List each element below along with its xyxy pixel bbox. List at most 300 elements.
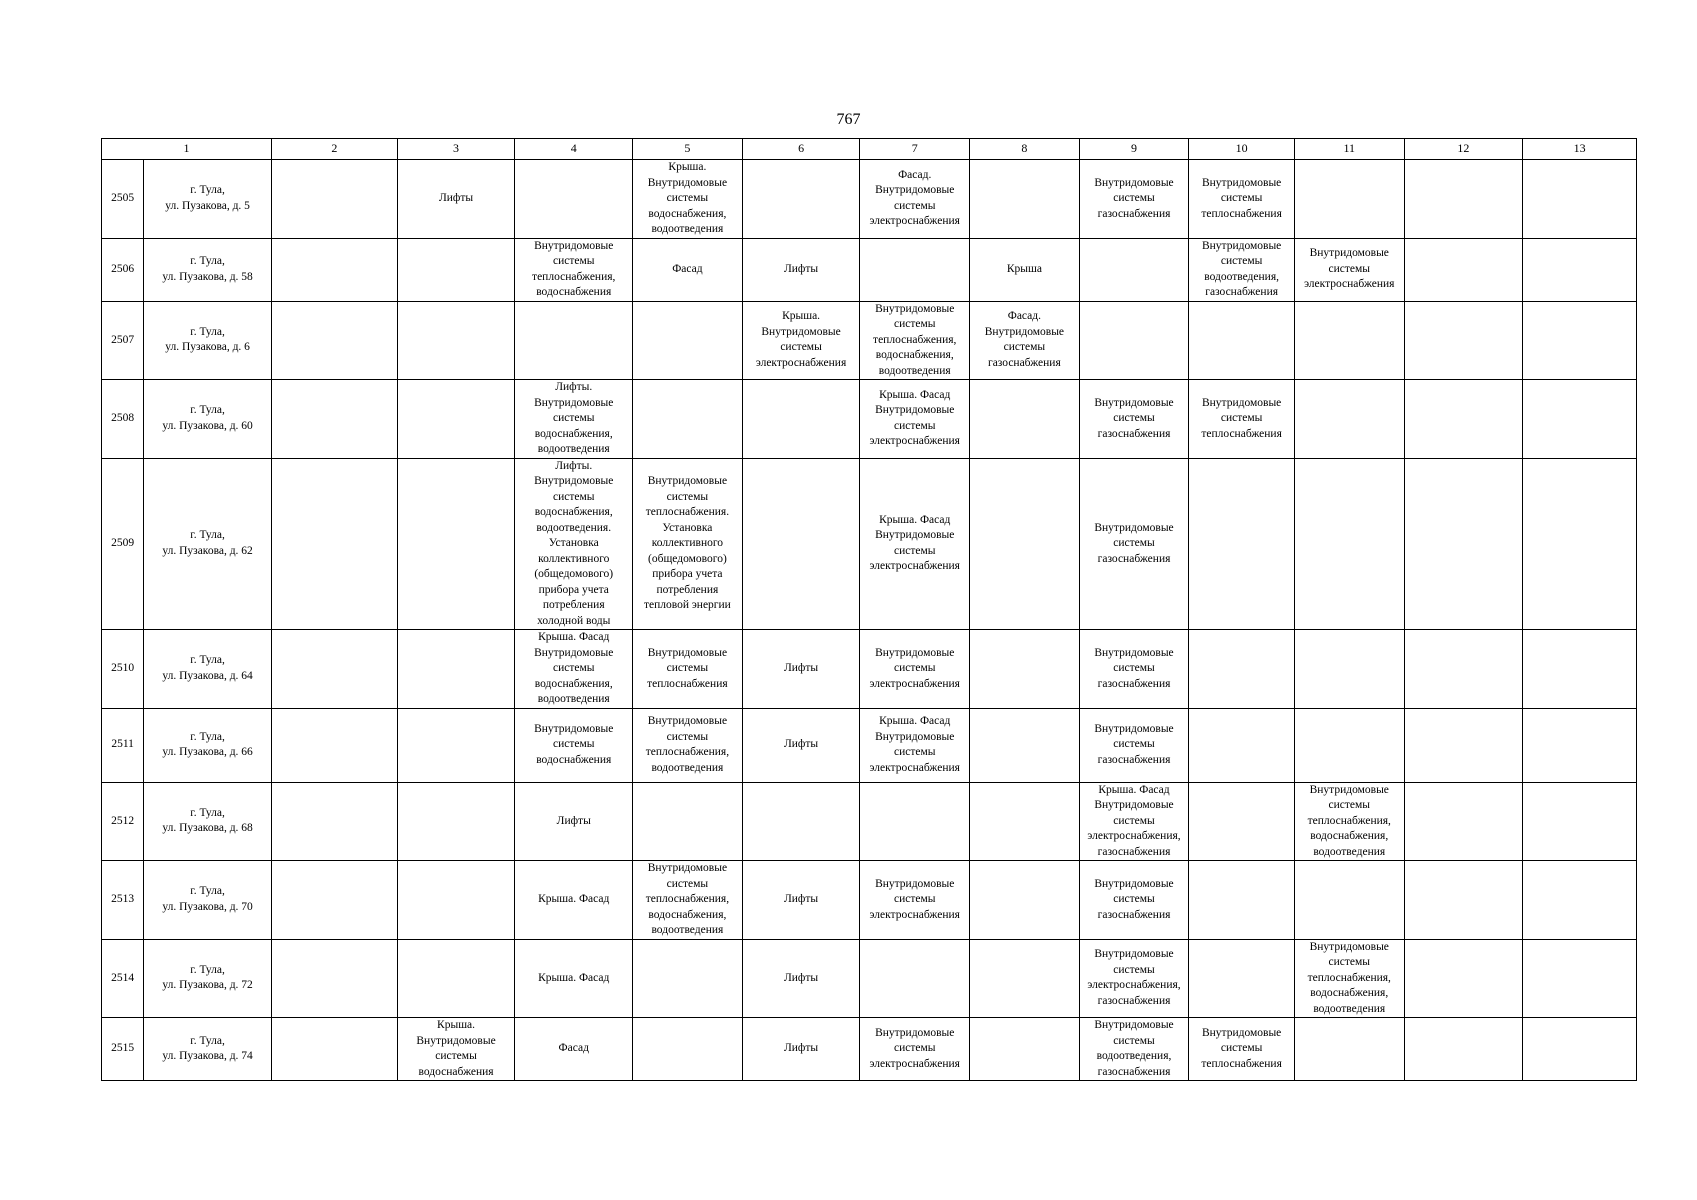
cell-col-8 bbox=[970, 782, 1080, 861]
cell-text-line: водоотведения bbox=[651, 223, 724, 235]
cell-text-line: ул. Пузакова, д. 58 bbox=[162, 270, 253, 283]
cell-text-line: Внутридомовые bbox=[761, 325, 841, 338]
cell-col-2 bbox=[271, 630, 397, 709]
cell-text-line: системы bbox=[435, 1050, 477, 1062]
cell-col-3 bbox=[397, 301, 515, 380]
cell-text-line: водоотведения bbox=[878, 364, 951, 377]
cell-text-line: системы bbox=[1113, 662, 1155, 674]
cell-col-8 bbox=[970, 939, 1080, 1018]
cell-col-12 bbox=[1404, 861, 1523, 940]
cell-col-8 bbox=[970, 380, 1080, 459]
cell-col-8 bbox=[970, 160, 1080, 239]
row-number: 2510 bbox=[102, 630, 144, 709]
cell-text-line: Лифты bbox=[783, 662, 819, 674]
cell-col-9 bbox=[1079, 861, 1189, 940]
cell-col-4 bbox=[515, 861, 633, 940]
row-number: 2515 bbox=[102, 1018, 144, 1081]
cell-text-line: системы bbox=[1220, 1042, 1263, 1055]
cell-col-3 bbox=[397, 458, 515, 630]
column-header: 1 bbox=[102, 139, 272, 160]
repair-schedule-table bbox=[101, 138, 1637, 1081]
address-cell bbox=[144, 939, 272, 1018]
cell-text-line: Внутридомовые bbox=[416, 1034, 496, 1047]
cell-col-12 bbox=[1404, 630, 1523, 709]
cell-text-line: г. Тула, bbox=[190, 730, 225, 743]
cell-col-10 bbox=[1189, 939, 1295, 1018]
cell-col-11 bbox=[1294, 238, 1404, 301]
cell-text-line: системы bbox=[893, 746, 936, 758]
cell-text-line: Внутридомовые bbox=[1094, 396, 1174, 409]
cell-text-line: коллективного bbox=[538, 552, 610, 565]
column-header: 11 bbox=[1294, 139, 1404, 160]
cell-text-line: Внутридомовые bbox=[647, 862, 728, 874]
cell-col-7 bbox=[860, 1018, 970, 1081]
cell-text-line: Фасад. bbox=[898, 168, 932, 181]
cell-text-line: системы bbox=[893, 419, 936, 432]
cell-text-line: г. Тула, bbox=[190, 806, 225, 819]
cell-text-line: водоснабжения, bbox=[1310, 830, 1389, 842]
cell-col-6 bbox=[742, 861, 860, 940]
cell-text-line: Лифты bbox=[783, 893, 819, 905]
cell-col-13 bbox=[1523, 630, 1637, 709]
cell-text-line: потребления bbox=[542, 599, 605, 611]
cell-text-line: системы bbox=[1220, 192, 1263, 204]
address-cell bbox=[144, 238, 272, 301]
cell-text-line: г. Тула, bbox=[190, 963, 225, 976]
cell-text-line: Внутридомовые bbox=[534, 396, 614, 409]
cell-col-7 bbox=[860, 708, 970, 782]
cell-col-9 bbox=[1079, 238, 1189, 301]
address-cell bbox=[144, 782, 272, 861]
cell-text-line: Крыша. Фасад bbox=[879, 715, 951, 727]
cell-col-5 bbox=[633, 939, 743, 1018]
cell-col-6 bbox=[742, 380, 860, 459]
cell-col-13 bbox=[1523, 160, 1637, 239]
cell-col-6 bbox=[742, 708, 860, 782]
address-cell bbox=[144, 1018, 272, 1081]
cell-text-line: водоотведения bbox=[537, 693, 610, 705]
cell-col-12 bbox=[1404, 782, 1523, 861]
cell-col-4 bbox=[515, 782, 633, 861]
cell-col-8 bbox=[970, 301, 1080, 380]
cell-text-line: Внутридомовые bbox=[875, 529, 955, 542]
cell-col-6 bbox=[742, 782, 860, 861]
cell-col-2 bbox=[271, 380, 397, 459]
cell-col-3 bbox=[397, 238, 515, 301]
cell-text-line: Внутридомовые bbox=[1094, 877, 1174, 890]
cell-col-4 bbox=[515, 630, 633, 709]
row-number: 2511 bbox=[102, 708, 144, 782]
cell-col-5 bbox=[633, 861, 743, 940]
cell-text-line: Лифты bbox=[556, 814, 591, 827]
cell-text-line: г. Тула, bbox=[190, 1034, 225, 1047]
cell-text-line: теплоснабжения, bbox=[532, 270, 616, 283]
cell-text-line: Внутридомовые bbox=[534, 475, 614, 487]
cell-text-line: Внутридомовые bbox=[647, 646, 728, 659]
cell-col-6 bbox=[742, 238, 860, 301]
cell-col-4 bbox=[515, 1018, 633, 1081]
cell-text-line: (общедомового) bbox=[534, 568, 614, 580]
cell-text-line: водоотведения bbox=[1313, 1002, 1386, 1015]
cell-col-2 bbox=[271, 708, 397, 782]
cell-text-line: газоснабжения bbox=[1097, 908, 1171, 921]
cell-text-line: Внутридомовые bbox=[984, 325, 1065, 338]
cell-col-2 bbox=[271, 160, 397, 239]
cell-col-2 bbox=[271, 238, 397, 301]
cell-text-line: газоснабжения bbox=[987, 356, 1061, 369]
cell-text-line: системы bbox=[666, 877, 709, 890]
cell-col-13 bbox=[1523, 861, 1637, 940]
address-cell bbox=[144, 861, 272, 940]
cell-col-11 bbox=[1294, 861, 1404, 940]
cell-col-12 bbox=[1404, 458, 1523, 630]
cell-text-line: Лифты bbox=[783, 971, 819, 984]
cell-col-5 bbox=[633, 238, 743, 301]
cell-text-line: системы bbox=[1113, 814, 1155, 827]
cell-col-5 bbox=[633, 380, 743, 459]
cell-text-line: теплоснабжения bbox=[1201, 427, 1282, 440]
cell-text-line: системы bbox=[666, 730, 709, 743]
address-cell bbox=[144, 301, 272, 380]
address-cell bbox=[144, 160, 272, 239]
cell-col-6 bbox=[742, 939, 860, 1018]
cell-text-line: г. Тула, bbox=[190, 885, 225, 898]
table-row bbox=[102, 458, 1637, 630]
table-row bbox=[102, 782, 1637, 861]
cell-text-line: Крыша. Фасад bbox=[879, 513, 951, 526]
cell-text-line: Фасад bbox=[558, 1042, 589, 1055]
cell-text-line: газоснабжения bbox=[1097, 552, 1171, 565]
cell-text-line: газоснабжения bbox=[1097, 677, 1171, 690]
cell-text-line: электроснабжения bbox=[869, 435, 960, 448]
cell-text-line: системы bbox=[1113, 1034, 1155, 1047]
cell-text-line: водоснабжения, bbox=[648, 908, 727, 921]
cell-col-11 bbox=[1294, 380, 1404, 459]
cell-text-line: Внутридомовые bbox=[534, 239, 614, 252]
cell-col-9 bbox=[1079, 939, 1189, 1018]
row-number: 2509 bbox=[102, 458, 144, 630]
cell-text-line: Крыша. Фасад bbox=[879, 388, 951, 401]
cell-text-line: системы bbox=[666, 192, 709, 204]
row-number: 2512 bbox=[102, 782, 144, 861]
cell-text-line: системы bbox=[1113, 412, 1155, 424]
cell-col-9 bbox=[1079, 458, 1189, 630]
table-row bbox=[102, 708, 1637, 782]
cell-col-13 bbox=[1523, 1018, 1637, 1081]
cell-col-11 bbox=[1294, 1018, 1404, 1081]
cell-text-line: водоснабжения, bbox=[1310, 987, 1389, 999]
cell-text-line: холодной воды bbox=[537, 614, 611, 627]
cell-text-line: Внутридомовые bbox=[1309, 247, 1389, 260]
cell-text-line: тепловой энергии bbox=[643, 599, 731, 611]
cell-text-line: прибора учета bbox=[652, 568, 723, 580]
cell-text-line: ул. Пузакова, д. 68 bbox=[162, 822, 253, 835]
cell-text-line: теплоснабжения, bbox=[1307, 814, 1391, 827]
row-number: 2505 bbox=[102, 160, 144, 239]
cell-text-line: Внутридомовые bbox=[534, 646, 614, 659]
cell-col-3 bbox=[397, 861, 515, 940]
cell-text-line: Внутридомовые bbox=[1094, 176, 1174, 189]
cell-col-9 bbox=[1079, 160, 1189, 239]
cell-text-line: Внутридомовые bbox=[1201, 1026, 1282, 1039]
cell-col-11 bbox=[1294, 782, 1404, 861]
cell-col-10 bbox=[1189, 630, 1295, 709]
cell-text-line: системы bbox=[666, 662, 709, 674]
column-header: 2 bbox=[271, 139, 397, 160]
cell-col-3 bbox=[397, 708, 515, 782]
cell-col-5 bbox=[633, 782, 743, 861]
cell-text-line: электроснабжения, bbox=[1087, 979, 1181, 992]
cell-text-line: водоотведения. bbox=[536, 521, 612, 534]
cell-col-13 bbox=[1523, 939, 1637, 1018]
cell-text-line: Лифты. bbox=[555, 381, 593, 393]
cell-col-10 bbox=[1189, 458, 1295, 630]
cell-text-line: водоснабжения bbox=[536, 286, 612, 298]
column-header: 8 bbox=[970, 139, 1080, 160]
cell-text-line: ул. Пузакова, д. 62 bbox=[162, 544, 253, 557]
cell-text-line: Внутридомовые bbox=[1201, 396, 1282, 409]
cell-col-12 bbox=[1404, 380, 1523, 459]
cell-col-8 bbox=[970, 1018, 1080, 1081]
cell-text-line: системы bbox=[1113, 893, 1155, 905]
column-header: 7 bbox=[860, 139, 970, 160]
cell-text-line: электроснабжения bbox=[869, 677, 960, 690]
cell-col-8 bbox=[970, 238, 1080, 301]
table-row bbox=[102, 861, 1637, 940]
table-row bbox=[102, 160, 1637, 239]
cell-text-line: Внутридомовые bbox=[875, 730, 955, 743]
cell-col-6 bbox=[742, 630, 860, 709]
cell-col-5 bbox=[633, 301, 743, 380]
cell-col-10 bbox=[1189, 708, 1295, 782]
table-row bbox=[102, 1018, 1637, 1081]
cell-text-line: Установка bbox=[662, 521, 713, 534]
column-header: 5 bbox=[633, 139, 743, 160]
cell-text-line: Внутридомовые bbox=[1201, 176, 1282, 189]
cell-text-line: Внутридомовые bbox=[875, 877, 955, 890]
cell-col-3 bbox=[397, 782, 515, 861]
cell-col-3 bbox=[397, 630, 515, 709]
cell-text-line: газоснабжения bbox=[1097, 207, 1171, 220]
cell-text-line: газоснабжения bbox=[1097, 1065, 1171, 1078]
cell-text-line: Фасад bbox=[672, 262, 703, 275]
cell-col-5 bbox=[633, 160, 743, 239]
cell-col-12 bbox=[1404, 160, 1523, 239]
cell-col-12 bbox=[1404, 301, 1523, 380]
cell-col-12 bbox=[1404, 1018, 1523, 1081]
cell-text-line: Внутридомовые bbox=[875, 184, 955, 197]
cell-text-line: системы bbox=[1113, 963, 1155, 976]
cell-text-line: системы bbox=[893, 1042, 936, 1055]
cell-text-line: Внутридомовые bbox=[1094, 646, 1174, 659]
cell-text-line: Внутридомовые bbox=[1094, 948, 1174, 961]
cell-text-line: водоотведения, bbox=[1096, 1050, 1172, 1062]
cell-text-line: электроснабжения bbox=[869, 215, 960, 228]
cell-col-2 bbox=[271, 939, 397, 1018]
cell-text-line: Лифты. bbox=[555, 459, 593, 472]
cell-text-line: системы bbox=[893, 318, 936, 330]
cell-text-line: ул. Пузакова, д. 66 bbox=[162, 746, 253, 758]
cell-text-line: теплоснабжения bbox=[647, 677, 728, 690]
cell-text-line: электроснабжения bbox=[755, 356, 847, 369]
cell-text-line: Внутридомовые bbox=[647, 176, 728, 189]
cell-text-line: водоотведения bbox=[1313, 845, 1386, 858]
cell-col-2 bbox=[271, 1018, 397, 1081]
address-cell bbox=[144, 458, 272, 630]
cell-text-line: ул. Пузакова, д. 60 bbox=[162, 419, 253, 432]
cell-text-line: системы bbox=[1003, 341, 1046, 354]
cell-text-line: системы bbox=[893, 893, 936, 905]
cell-col-10 bbox=[1189, 380, 1295, 459]
cell-text-line: водоотведения bbox=[651, 761, 724, 774]
cell-col-12 bbox=[1404, 939, 1523, 1018]
cell-text-line: ул. Пузакова, д. 5 bbox=[165, 199, 250, 212]
cell-text-line: газоснабжения bbox=[1097, 845, 1171, 858]
cell-col-5 bbox=[633, 708, 743, 782]
cell-col-5 bbox=[633, 1018, 743, 1081]
cell-text-line: теплоснабжения, bbox=[873, 333, 957, 346]
cell-col-13 bbox=[1523, 301, 1637, 380]
column-header: 4 bbox=[515, 139, 633, 160]
cell-text-line: водоснабжения, bbox=[648, 207, 727, 220]
header-row bbox=[102, 139, 1637, 160]
cell-text-line: теплоснабжения bbox=[1201, 207, 1282, 220]
cell-col-9 bbox=[1079, 1018, 1189, 1081]
address-cell bbox=[144, 380, 272, 459]
cell-text-line: Внутридомовые bbox=[875, 1026, 955, 1039]
cell-text-line: Крыша. Фасад bbox=[538, 893, 610, 905]
cell-text-line: системы bbox=[1220, 255, 1263, 267]
cell-col-12 bbox=[1404, 708, 1523, 782]
cell-text-line: электроснабжения bbox=[869, 1057, 960, 1070]
cell-col-11 bbox=[1294, 301, 1404, 380]
cell-col-10 bbox=[1189, 1018, 1295, 1081]
cell-col-7 bbox=[860, 301, 970, 380]
cell-col-13 bbox=[1523, 708, 1637, 782]
cell-text-line: электроснабжения bbox=[869, 560, 960, 573]
row-number: 2514 bbox=[102, 939, 144, 1018]
table-row bbox=[102, 238, 1637, 301]
column-header: 6 bbox=[742, 139, 860, 160]
cell-text-line: системы bbox=[552, 412, 595, 424]
cell-text-line: системы bbox=[780, 341, 822, 354]
cell-col-8 bbox=[970, 630, 1080, 709]
cell-text-line: водоснабжения bbox=[536, 753, 612, 766]
cell-text-line: системы bbox=[1328, 262, 1370, 275]
cell-text-line: водоотведения bbox=[537, 443, 610, 455]
cell-col-6 bbox=[742, 301, 860, 380]
cell-col-13 bbox=[1523, 380, 1637, 459]
cell-text-line: Внутридомовые bbox=[875, 646, 955, 659]
cell-text-line: электроснабжения bbox=[1304, 278, 1395, 291]
cell-col-3 bbox=[397, 1018, 515, 1081]
cell-text-line: Установка bbox=[548, 537, 599, 549]
cell-text-line: ул. Пузакова, д. 6 bbox=[165, 341, 250, 354]
cell-col-11 bbox=[1294, 708, 1404, 782]
cell-text-line: г. Тула, bbox=[190, 255, 225, 267]
cell-text-line: Лифты bbox=[783, 262, 819, 275]
cell-text-line: газоснабжения bbox=[1097, 994, 1171, 1007]
table-row bbox=[102, 630, 1637, 709]
cell-text-line: Крыша. Фасад bbox=[1098, 783, 1170, 796]
cell-text-line: теплоснабжения, bbox=[645, 893, 730, 905]
cell-col-2 bbox=[271, 458, 397, 630]
cell-col-8 bbox=[970, 861, 1080, 940]
cell-text-line: водоотведения, bbox=[1204, 270, 1279, 283]
cell-col-7 bbox=[860, 160, 970, 239]
cell-text-line: потребления bbox=[656, 583, 719, 596]
cell-col-7 bbox=[860, 782, 970, 861]
column-header: 13 bbox=[1523, 139, 1637, 160]
column-header: 10 bbox=[1189, 139, 1295, 160]
cell-text-line: Внутридомовые bbox=[1309, 940, 1389, 953]
cell-col-4 bbox=[515, 380, 633, 459]
cell-text-line: Внутридомовые bbox=[647, 475, 728, 487]
cell-text-line: системы bbox=[1328, 799, 1370, 811]
cell-col-8 bbox=[970, 708, 1080, 782]
cell-text-line: Крыша. Фасад bbox=[538, 631, 610, 643]
cell-text-line: Внутридомовые bbox=[875, 404, 955, 417]
cell-text-line: газоснабжения bbox=[1097, 753, 1171, 766]
cell-col-5 bbox=[633, 458, 743, 630]
cell-text-line: теплоснабжения bbox=[1201, 1057, 1282, 1070]
cell-text-line: Крыша. bbox=[668, 161, 707, 173]
cell-text-line: Внутридомовые bbox=[1094, 1019, 1174, 1031]
cell-text-line: ул. Пузакова, д. 64 bbox=[162, 669, 253, 682]
cell-text-line: газоснабжения bbox=[1097, 427, 1171, 440]
cell-text-line: системы bbox=[1113, 537, 1155, 549]
cell-text-line: г. Тула, bbox=[190, 325, 225, 338]
cell-text-line: теплоснабжения, bbox=[645, 746, 730, 758]
cell-col-2 bbox=[271, 782, 397, 861]
cell-text-line: г. Тула, bbox=[190, 184, 225, 197]
cell-col-11 bbox=[1294, 630, 1404, 709]
column-header: 3 bbox=[397, 139, 515, 160]
cell-text-line: Внутридомовые bbox=[1201, 239, 1282, 252]
cell-text-line: теплоснабжения. bbox=[645, 506, 730, 518]
cell-col-9 bbox=[1079, 708, 1189, 782]
cell-text-line: (общедомового) bbox=[648, 552, 727, 565]
address-cell bbox=[144, 630, 272, 709]
cell-col-13 bbox=[1523, 782, 1637, 861]
cell-col-9 bbox=[1079, 782, 1189, 861]
cell-text-line: системы bbox=[1328, 956, 1370, 968]
row-number: 2508 bbox=[102, 380, 144, 459]
cell-text-line: теплоснабжения, bbox=[1307, 971, 1391, 984]
cell-col-13 bbox=[1523, 458, 1637, 630]
cell-text-line: системы bbox=[552, 490, 595, 503]
cell-col-4 bbox=[515, 939, 633, 1018]
cell-text-line: г. Тула, bbox=[190, 404, 225, 417]
cell-text-line: системы bbox=[552, 662, 595, 674]
cell-col-11 bbox=[1294, 458, 1404, 630]
row-number: 2513 bbox=[102, 861, 144, 940]
cell-text-line: Внутридомовые bbox=[1094, 799, 1174, 811]
row-number: 2506 bbox=[102, 238, 144, 301]
cell-col-2 bbox=[271, 861, 397, 940]
cell-text-line: Внутридомовые bbox=[647, 715, 728, 727]
cell-text-line: системы bbox=[1220, 412, 1263, 424]
cell-col-12 bbox=[1404, 238, 1523, 301]
cell-col-10 bbox=[1189, 861, 1295, 940]
cell-text-line: ул. Пузакова, д. 70 bbox=[162, 900, 253, 913]
cell-col-11 bbox=[1294, 939, 1404, 1018]
cell-text-line: водоснабжения, bbox=[534, 427, 613, 440]
cell-col-3 bbox=[397, 939, 515, 1018]
cell-col-2 bbox=[271, 301, 397, 380]
cell-col-7 bbox=[860, 630, 970, 709]
cell-text-line: электроснабжения, bbox=[1087, 830, 1181, 842]
